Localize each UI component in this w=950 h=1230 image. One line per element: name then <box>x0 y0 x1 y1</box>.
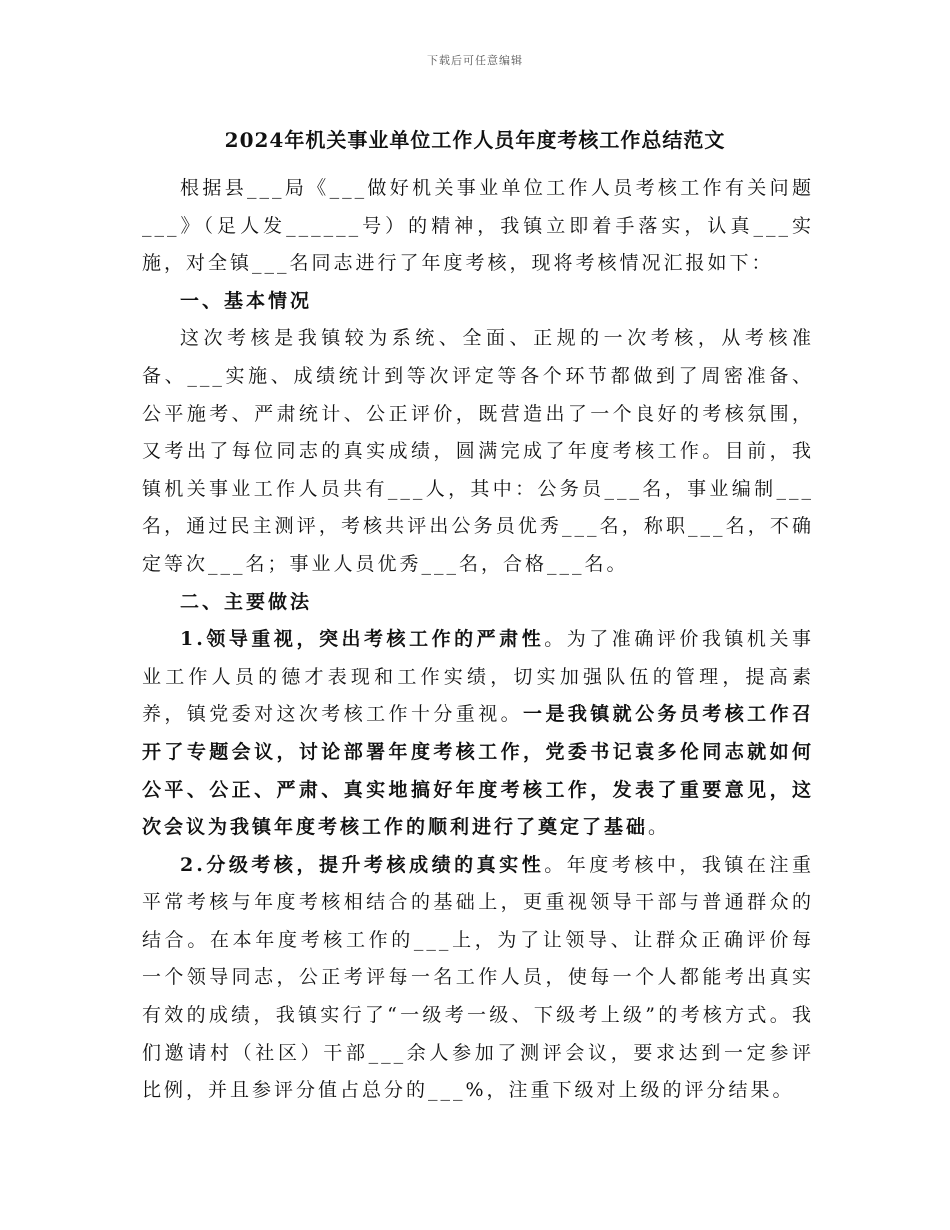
document-body <box>142 170 814 1110</box>
section-heading-basic: 一、基本情况 <box>180 289 313 312</box>
point-paragraph-1 <box>142 621 814 847</box>
section-paragraph-basic: 这次考核是我镇较为系统、全面、正规的一次考核，从考核准备、___实施、成绩统计到等次评定等各个环节都做到了周密准备、公平施考、严肃统计、公正评价，既营造出了一个良好的考核氛围，又考出了每位同志的真实成绩，圆满完成了年度考核工作。目前，我镇机关事业工作人员共有___人，其中：公务员___名，事业编制___名，通过民主测评，考核共评出公务员优秀___名，称职___名，不确定等次___名；事业人员优秀___名，合格___名。 <box>142 327 814 575</box>
header-note: 下载后可任意编辑 <box>427 54 523 67</box>
section-heading-methods: 二、主要做法 <box>180 590 313 613</box>
intro-paragraph: 根据县___局《___做好机关事业单位工作人员考核工作有关问题___》（足人发______号）的精神，我镇立即着手落实，认真___实施，对全镇___名同志进行了年度考核，现将考核情况汇报如下： <box>142 177 814 275</box>
point-2-lead: 2.分级考核，提升考核成绩的真实性 <box>180 853 545 876</box>
point-paragraph-2 <box>142 847 814 1110</box>
point-1-end: 。 <box>648 816 671 839</box>
document-title: 2024年机关事业单位工作人员年度考核工作总结范文 <box>224 128 726 152</box>
point-1-text: 。为了准确评价我镇机关事业工作人员的德才表现和工作实绩，切实加强队伍的管理，提高素养，镇党委对这次考核工作十分重视。 <box>142 628 814 726</box>
point-1-lead: 1.领导重视，突出考核工作的严肃性 <box>180 628 545 651</box>
point-2-text: 。年度考核中，我镇在注重平常考核与年度考核相结合的基础上，更重视领导干部与普通群众的结合。在本年度考核工作的___上，为了让领导、让群众正确评价每一个领导同志，公正考评每一名工作人员，使每一个人都能考出真实有效的成绩，我镇实行了“一级考一级、下级考上级”的考核方式。我们邀请村（社区）干部___余人参加了测评会议，要求达到一定参评比例，并且参评分值占总分的___%，注重下级对上级的评分结果。 <box>142 853 814 1102</box>
point-1-bold-text: 一是我镇就公务员考核工作召开了专题会议，讨论部署年度考核工作，党委书记袁多伦同志就如何公平、公正、严肃、真实地搞好年度考核工作，发表了重要意见，这次会议为我镇年度考核工作的顺利进行了奠定了基础 <box>142 703 814 839</box>
